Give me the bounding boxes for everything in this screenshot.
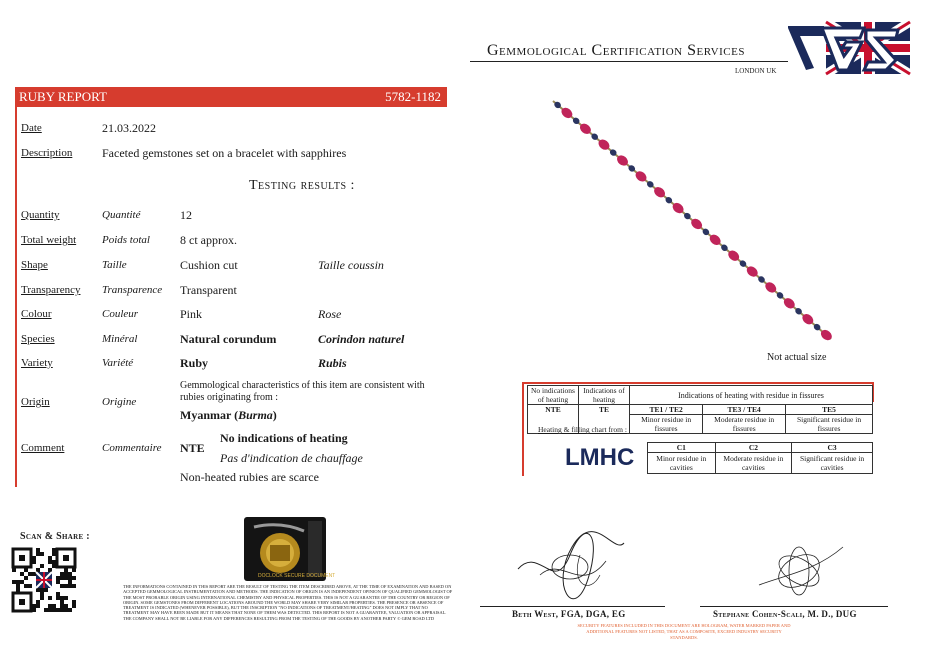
qr-module <box>60 608 64 612</box>
total-weight-label: Total weight <box>21 234 77 246</box>
lmhc-logo <box>563 439 635 473</box>
chart-source-link[interactable]: Heating & filling chart from : <box>538 425 627 434</box>
qr-module <box>12 580 16 584</box>
qr-module <box>72 584 76 588</box>
qr-module <box>36 600 40 604</box>
chart-left-rule <box>522 382 524 476</box>
scan-share-label: Scan & Share : <box>20 531 90 542</box>
comment-extra: Non-heated rubies are scarce <box>180 470 319 484</box>
te-code-3: TE5 <box>786 405 873 415</box>
comment-french-label: Commentaire <box>102 442 162 454</box>
qr-module <box>56 592 60 596</box>
qr-module <box>52 564 56 568</box>
transparency-french-label: Transparence <box>102 284 163 296</box>
qr-module <box>56 580 60 584</box>
qr-module <box>40 596 44 600</box>
te-desc-1: Minor residue in fissures <box>630 415 703 434</box>
species-french-value: Corindon naturel <box>318 332 405 346</box>
qr-module <box>72 576 76 580</box>
qr-module <box>32 560 36 564</box>
qr-module <box>40 564 44 568</box>
colour-french-value: Rose <box>318 307 342 321</box>
qr-module <box>72 600 76 604</box>
colour-french-label: Couleur <box>102 308 139 320</box>
qr-module <box>72 604 76 608</box>
gcs-logo <box>786 20 912 76</box>
description-value: Faceted gemstones set on a bracelet with sapphires <box>102 146 347 160</box>
qr-module <box>32 572 36 576</box>
qr-module <box>68 584 72 588</box>
qr-module <box>64 584 68 588</box>
origin-french-label: Origine <box>102 396 137 408</box>
signature-beth-west <box>510 525 630 605</box>
qr-module <box>24 584 28 588</box>
qr-module <box>64 608 68 612</box>
qr-module <box>16 584 20 588</box>
qr-module <box>44 608 48 612</box>
signature-line-2 <box>700 606 888 607</box>
company-name: Gemmological Certification Services <box>487 42 745 59</box>
code-te: TE <box>579 405 630 434</box>
qr-module <box>32 604 36 608</box>
quantity-label: Quantity <box>21 209 60 221</box>
comment-code: NTE <box>180 441 205 455</box>
qr-module <box>16 580 20 584</box>
comment-label: Comment <box>21 442 65 454</box>
origin-country: Myanmar (Burma) <box>180 408 277 422</box>
transparency-value: Transparent <box>180 283 237 297</box>
c-desc-3: Significant residue in cavities <box>792 453 873 474</box>
variety-value: Ruby <box>180 356 209 370</box>
shape-label: Shape <box>21 259 48 271</box>
qr-module <box>68 608 72 612</box>
qr-module <box>64 576 68 580</box>
total-weight-value: 8 ct approx. <box>180 233 237 247</box>
signer-1-name: Beth West, FGA, DGA, EG <box>512 609 626 619</box>
qr-module <box>48 556 52 560</box>
qr-module <box>64 596 68 600</box>
security-hologram <box>244 517 336 581</box>
shape-french-label: Taille <box>102 259 127 271</box>
report-title-bar <box>15 87 447 107</box>
qr-module <box>40 588 44 592</box>
qr-module <box>64 604 68 608</box>
species-value: Natural corundum <box>180 332 277 346</box>
qr-module <box>64 568 68 572</box>
qr-module <box>24 568 28 572</box>
te-desc-3: Significant residue in fissures <box>786 415 873 434</box>
qr-module <box>36 604 40 608</box>
qr-module <box>20 572 24 576</box>
date-label: Date <box>21 122 42 134</box>
qr-module <box>32 608 36 612</box>
description-label: Description <box>21 147 73 159</box>
qr-module <box>60 572 64 576</box>
qr-module <box>40 552 44 556</box>
signature-stephane-cohen-scali <box>755 535 845 610</box>
total-weight-french-label: Poids total <box>102 234 150 246</box>
qr-module <box>56 576 60 580</box>
origin-label: Origin <box>21 396 50 408</box>
quantity-value: 12 <box>180 208 192 222</box>
qr-module <box>12 568 16 572</box>
shape-french-value: Taille coussin <box>318 258 384 272</box>
species-french-label: Minéral <box>102 333 138 345</box>
hologram-text: DOCLOCK SECURE DOCUMENT <box>258 573 336 579</box>
report-left-rule <box>15 107 17 487</box>
qr-module <box>60 604 64 608</box>
col-residue: Indications of heating with residue in fissures <box>630 386 873 405</box>
qr-module <box>64 572 68 576</box>
date-value: 21.03.2022 <box>102 121 156 135</box>
qr-module <box>48 608 52 612</box>
qr-module <box>60 576 64 580</box>
qr-module <box>48 560 52 564</box>
bracelet-image <box>545 95 840 345</box>
qr-module <box>28 584 32 588</box>
disclaimer-text: THE INFORMATIONS CONTAINED IN THIS REPORT ARE THE RESULT OF TESTING THE ITEM DESCRIBED ABOVE, AT THE TIME OF EXAMINATION AND BASED ON ACCEPTED GEMMOLOGICAL INSTRUMENTATION AND METHODS. THE INDICATION OF ORIGIN IS AN INDEPENDENT OPINION OF QUALIFIED GEMMOLOGIST OF THE MOST PROBABLE ORIGIN USING INTERNATIONAL CHEMISTRY AND PHYSICAL PROPERTIES. THIS IS NOT A GUARANTEE OF THE COUNTRY OR REGION OF ORIGIN. SOME GEMSTONES FROM DIFFERENT LOCATIONS AROUND THE WORLD MAY SHARE VERY SIMILAR PROPERTIES. THE PRESENCE OR ABSENCE OF TREATMENT IS INDICATED (WHENEVER POSSIBLE), BUT THE INSCRIPTION "NO INDICATIONS OF TREATMENT/HEATING" DOES NOT IMPLY THAT NO TREATMENT MAY HAVE BEEN MADE BUT IT MEANS THAT NONE OF THEM WAS DETECTED. THIS REPORT IS NOT A GUARANTEE, VALUATION OR APPRAISAL. THE COMPANY SHALL NOT BE LIABLE FOR ANY DIFFERENCES RESULTING FROM THE TESTING OF THE GOODS BY ANOTHER PARTY © GEM ROAD LTD <box>123 584 453 621</box>
comment-value: No indications of heating <box>220 431 348 445</box>
qr-module <box>68 580 72 584</box>
c-code-3: C3 <box>792 443 873 453</box>
qr-module <box>68 572 72 576</box>
te-code-1: TE1 / TE2 <box>630 405 703 415</box>
col-no-indications: No indications of heating <box>528 386 579 405</box>
colour-label: Colour <box>21 308 52 320</box>
qr-module <box>52 552 56 556</box>
c-desc-1: Minor residue in cavities <box>648 453 716 474</box>
origin-country-alt: Burma <box>238 408 273 422</box>
code-nte: NTE <box>528 405 579 434</box>
c-code-2: C2 <box>715 443 792 453</box>
qr-module <box>36 548 40 552</box>
chart-top-rule <box>522 382 874 384</box>
qr-module <box>60 584 64 588</box>
qr-module <box>56 608 60 612</box>
qr-module <box>68 576 72 580</box>
species-label: Species <box>21 333 55 345</box>
variety-french-value: Rubis <box>318 356 347 370</box>
shape-value: Cushion cut <box>180 258 238 272</box>
qr-module <box>48 604 52 608</box>
col-indications: Indications of heating <box>579 386 630 405</box>
qr-module <box>40 592 44 596</box>
c-code-1: C1 <box>648 443 716 453</box>
origin-note: Gemmological characteristics of this item are consistent with rubies originating from : <box>180 380 425 403</box>
report-title: RUBY REPORT <box>19 89 107 104</box>
colour-value: Pink <box>180 307 203 321</box>
qr-module <box>32 556 36 560</box>
company-location: LONDON UK <box>735 67 777 75</box>
image-caption: Not actual size <box>767 352 827 363</box>
transparency-label: Transparency <box>21 284 81 296</box>
qr-module <box>44 588 48 592</box>
te-code-2: TE3 / TE4 <box>703 405 786 415</box>
qr-module <box>36 552 40 556</box>
qr-code[interactable] <box>12 548 76 644</box>
report-number: 5782-1182 <box>385 89 441 104</box>
lmhc-logo-text: LMHC <box>565 444 635 471</box>
te-desc-2: Moderate residue in fissures <box>703 415 786 434</box>
qr-module <box>24 576 28 580</box>
cavity-chart-table <box>647 442 873 474</box>
quantity-french-label: Quantité <box>102 209 141 221</box>
qr-module <box>48 596 52 600</box>
testing-results-heading: Testing results : <box>249 178 355 193</box>
comment-french-value: Pas d'indication de chauffage <box>220 451 363 465</box>
qr-module <box>60 596 64 600</box>
variety-label: Variety <box>21 357 53 369</box>
qr-module <box>72 568 76 572</box>
header-divider <box>470 61 788 62</box>
qr-module <box>20 580 24 584</box>
qr-module <box>52 604 56 608</box>
qr-module <box>16 588 20 592</box>
variety-french-label: Variété <box>102 357 134 369</box>
qr-module <box>28 572 32 576</box>
qr-module <box>52 608 56 612</box>
signer-2-name: Stephane Cohen-Scali, M. D., DUG <box>713 609 857 619</box>
c-desc-2: Moderate residue in cavities <box>715 453 792 474</box>
qr-module <box>60 600 64 604</box>
signature-line-1 <box>480 606 665 607</box>
qr-module <box>56 596 60 600</box>
qr-module <box>52 560 56 564</box>
security-features-note: SECURITY FEATURES INCLUDED IN THIS DOCUMENT ARE HOLOGRAM, WATER MARKED PAPER AND ADDITIONAL FEATURES NOT LISTED, THAT AS A COMPOSITE, EXCEED INDUSTRY SECURITY STANDARDS. <box>577 623 791 640</box>
qr-module <box>52 548 56 552</box>
